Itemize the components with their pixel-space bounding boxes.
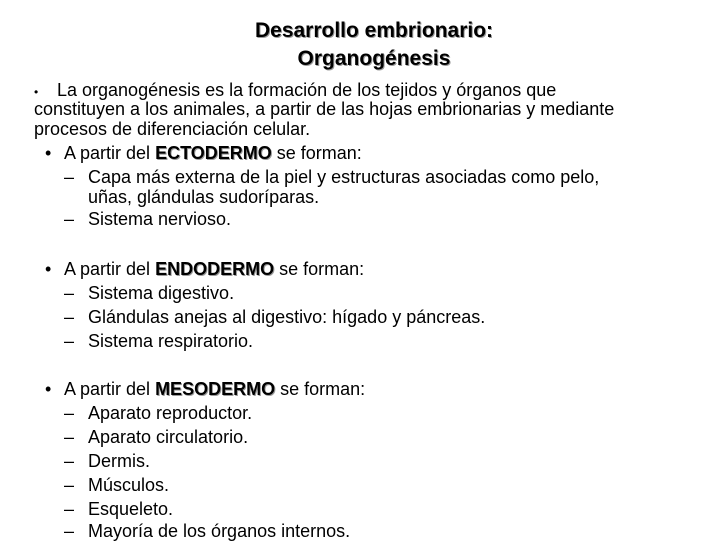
ectoderm-heading [64,142,362,164]
ectoderm-item-1-dash: – [64,167,75,187]
endoderm-heading-suffix: se forman: [279,259,365,279]
mesoderm-item-5-dash: – [64,499,75,519]
mesoderm-item-2-dash: – [64,427,75,447]
endoderm-item-2: Glándulas anejas al digestivo: hígado y páncreas. [88,307,486,327]
mesoderm-item-6-dash: – [64,521,75,541]
ectoderm-item-2: Sistema nervioso. [88,209,232,229]
endoderm-item-1: Sistema digestivo. [88,283,235,303]
ectoderm-label: ECTODERMO [155,143,272,163]
intro-line-3: procesos de diferenciación celular. [34,119,311,139]
mesoderm-heading-prefix: A partir del [64,379,151,399]
ectoderm-heading-suffix: se forman: [276,143,362,163]
mesoderm-item-4-dash: – [64,475,75,495]
ectoderm-heading-prefix: A partir del [64,143,151,163]
mesoderm-bullet: • [45,379,52,399]
endoderm-item-1-dash: – [64,283,75,303]
endoderm-heading [64,258,364,280]
intro-bullet: • [34,85,39,99]
endoderm-label: ENDODERMO [155,259,275,279]
slide-title-line-1: Desarrollo embrionario: [254,19,494,42]
endoderm-item-2-dash: – [64,307,75,327]
ectoderm-item-2-dash: – [64,209,75,229]
mesoderm-label: MESODERMO [155,379,276,399]
mesoderm-item-3-dash: – [64,451,75,471]
mesoderm-heading [64,378,365,400]
intro-line-1: La organogénesis es la formación de los tejidos y órganos que [57,80,557,100]
mesoderm-heading-suffix: se forman: [280,379,366,399]
mesoderm-item-2: Aparato circulatorio. [88,427,249,447]
endoderm-item-3: Sistema respiratorio. [88,331,254,351]
ectoderm-item-1-continuation: uñas, glándulas sudoríparas. [88,187,320,207]
intro-line-2: constituyen a los animales, a partir de las hojas embrionarias y mediante [34,99,615,119]
mesoderm-item-1-dash: – [64,403,75,423]
mesoderm-item-1: Aparato reproductor. [88,403,253,423]
endoderm-bullet: • [45,259,52,279]
endoderm-item-3-dash: – [64,331,75,351]
slide-title-line-2: Organogénesis [297,47,451,70]
mesoderm-item-4: Músculos. [88,475,170,495]
mesoderm-item-6: Mayoría de los órganos internos. [88,521,351,541]
mesoderm-item-3: Dermis. [88,451,150,471]
endoderm-heading-prefix: A partir del [64,259,151,279]
ectoderm-bullet: • [45,143,52,163]
mesoderm-item-5: Esqueleto. [88,499,174,519]
ectoderm-item-1: Capa más externa de la piel y estructuras asociadas como pelo, [88,167,600,187]
